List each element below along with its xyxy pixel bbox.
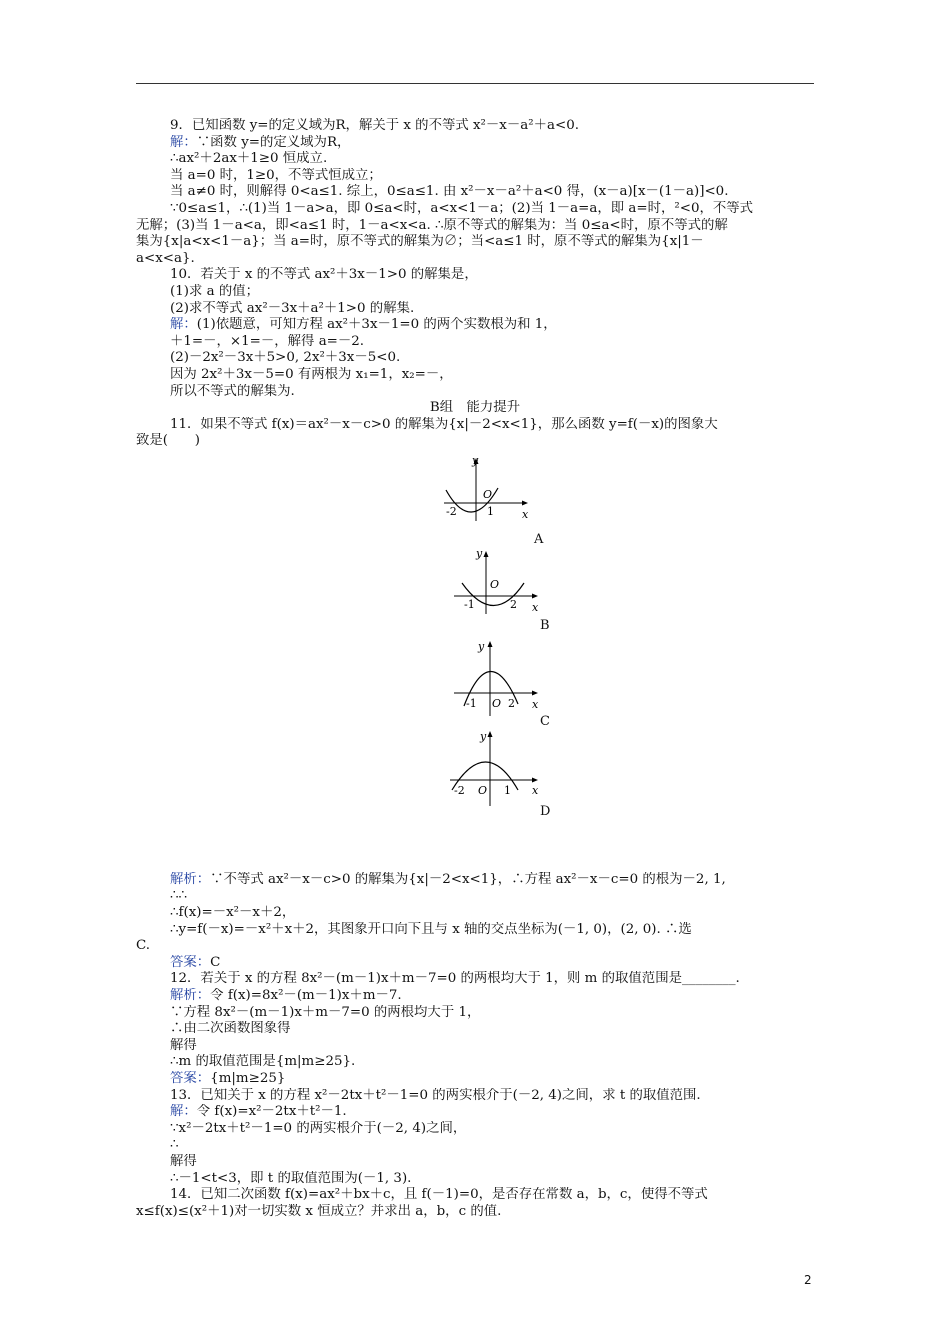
problem-11-answer: 答案：C	[170, 954, 221, 970]
tick-label: -2	[454, 783, 465, 797]
header-rule	[136, 83, 814, 84]
graph-c	[446, 638, 546, 718]
problem-12-analysis-line: 解得	[170, 1037, 197, 1053]
problem-13-solution-line: ∴	[170, 1137, 179, 1153]
section-heading: B组 能力提升	[429, 400, 521, 416]
x-axis-label: x	[532, 783, 539, 797]
tick-label: 2	[508, 696, 515, 710]
analysis-label: 解析：	[170, 988, 211, 1004]
problem-10-part-2: (2)求不等式 ax²－3x＋a²＋1>0 的解集.	[170, 300, 415, 316]
origin-label: O	[492, 696, 502, 710]
problem-10-statement: 10．若关于 x 的不等式 ax²＋3x－1>0 的解集是，	[170, 267, 478, 283]
figure-b	[446, 546, 550, 633]
x-axis-label: x	[532, 600, 539, 614]
problem-11-statement-cont: 致是( )	[136, 433, 201, 449]
choice-label: B	[540, 617, 550, 633]
problem-9-solution-line: ∵0≤a≤1，∴(1)当 1－a>a，即 0≤a<时，a<x<1－a；(2)当 1－a=a，即 a=时，²<0，不等式	[170, 200, 754, 216]
x-axis-label: x	[522, 507, 529, 521]
origin-label: O	[478, 783, 488, 797]
solution-label: 解：	[170, 134, 197, 150]
problem-9-solution-line: a<x<a}.	[136, 250, 195, 266]
problem-9-solution-line: 当 a≠0 时，则解得 0<a≤1. 综上，0≤a≤1. 由 x²－x－a²＋a<0 得，(x－a)[x－(1－a)]<0.	[170, 184, 729, 200]
solution-label: 解：	[170, 1104, 197, 1120]
problem-9-solution-line: ∴ax²＋2ax＋1≥0 恒成立.	[170, 151, 328, 167]
graph-b	[446, 548, 546, 618]
tick-label: 1	[504, 783, 511, 797]
problem-12-analysis-line: ∴由二次函数图象得	[170, 1021, 291, 1037]
problem-10-solution-line: 因为 2x²＋3x－5=0 有两根为 x₁=1，x₂=－，	[170, 366, 453, 382]
problem-11-analysis-line: ∴f(x)=－x²－x＋2，	[170, 905, 296, 921]
problem-12-analysis-line: ∵方程 8x²－(m－1)x＋m－7=0 的两根均大于 1，	[170, 1004, 481, 1020]
origin-label: O	[490, 577, 500, 591]
problem-9-solution-line: 当 a=0 时，1≥0，不等式恒成立；	[170, 167, 382, 183]
problem-9-statement: 9．已知函数 y=的定义域为R，解关于 x 的不等式 x²－x－a²＋a<0.	[170, 118, 579, 133]
analysis-label: 解析：	[170, 871, 211, 887]
answer-label: 答案：	[170, 954, 211, 970]
y-axis-label: y	[478, 639, 485, 653]
figure-d	[446, 728, 551, 819]
problem-13-solution-line: 解：令 f(x)=x²－2tx＋t²－1.	[170, 1104, 347, 1120]
problem-12-analysis-line: 解析：令 f(x)=8x²－(m－1)x＋m－7.	[170, 988, 402, 1004]
page-number: 2	[804, 1273, 812, 1287]
problem-13-statement: 13．已知关于 x 的方程 x²－2tx＋t²－1=0 的两实根介于(－2, 4)之间，求 t 的取值范围.	[170, 1087, 701, 1103]
choice-label: A	[534, 531, 544, 547]
problem-13-solution-line: ∴－1<t<3，即 t 的取值范围为(－1, 3).	[170, 1170, 412, 1186]
problem-11-analysis-line: 解析：∵不等式 ax²－x－c>0 的解集为{x|－2<x<1}，∴方程 ax²－x－c=0 的根为－2, 1,	[170, 871, 726, 887]
problem-13-solution-line: ∵x²－2tx＋t²－1=0 的两实根介于(－2, 4)之间，	[170, 1120, 467, 1136]
problem-12-analysis-line: ∴m 的取值范围是{m|m≥25}.	[170, 1054, 356, 1070]
y-axis-label: y	[472, 453, 479, 467]
figure-a	[436, 453, 544, 547]
problem-10-solution-line: 所以不等式的解集为.	[170, 383, 295, 399]
tick-label: 1	[487, 504, 494, 518]
tick-label: -1	[466, 696, 477, 710]
problem-12-answer: 答案：{m|m≥25}	[170, 1071, 286, 1086]
y-axis-label: y	[480, 729, 487, 743]
graph-a	[436, 455, 536, 525]
graph-d	[446, 728, 546, 808]
y-axis-label: y	[476, 546, 483, 560]
figure-c	[446, 638, 550, 729]
problem-9-solution-line: 解：∵函数 y=的定义域为R，	[170, 134, 351, 150]
x-axis-label: x	[532, 697, 539, 711]
tick-label: -1	[464, 597, 475, 611]
problem-11-analysis-line: ∴∴	[170, 888, 188, 904]
page-content	[136, 118, 814, 1220]
problem-10-solution-line: (2)－2x²－3x＋5>0, 2x²＋3x－5<0.	[170, 350, 401, 366]
problem-9-solution-line: 集为{x|a<x<1－a}；当 a=时，原不等式的解集为∅；当<a≤1 时，原不等式的解集为{x|1－	[136, 234, 704, 250]
problem-13-solution-line: 解得	[170, 1153, 197, 1169]
problem-14-statement: 14．已知二次函数 f(x)=ax²＋bx＋c，且 f(－1)=0，是否存在常数 a，b，c，使得不等式	[170, 1187, 708, 1203]
problem-14-statement-cont: x≤f(x)≤(x²＋1)对一切实数 x 恒成立？并求出 a，b，c 的值.	[136, 1203, 502, 1219]
problem-10-solution-line: ＋1=－，×1=－，解得 a=－2.	[170, 333, 365, 349]
tick-label: 2	[510, 597, 517, 611]
problem-9-solution-line: 无解；(3)当 1－a<a，即<a≤1 时，1－a<x<a. ∴原不等式的解集为：当 0≤a<时，原不等式的解	[136, 217, 728, 233]
answer-label: 答案：	[170, 1071, 211, 1086]
choice-label: D	[540, 803, 551, 819]
problem-10-solution-line: 解：(1)依题意，可知方程 ax²＋3x－1=0 的两个实数根为和 1，	[170, 317, 557, 333]
problem-11-statement: 11．如果不等式 f(x)＝ax²－x－c>0 的解集为{x|－2<x<1}，那么函数 y=f(－x)的图象大	[170, 416, 718, 432]
tick-label: -2	[446, 504, 457, 518]
problem-12-statement: 12．若关于 x 的方程 8x²－(m－1)x＋m－7=0 的两根均大于 1，则 m 的取值范围是________.	[170, 971, 740, 987]
solution-label: 解：	[170, 317, 197, 333]
problem-11-analysis-line: ∴y=f(－x)=－x²＋x＋2，其图象开口向下且与 x 轴的交点坐标为(－1, 0)，(2, 0). ∴选	[170, 921, 692, 937]
origin-label: O	[483, 487, 493, 501]
answer-choice-figures	[136, 450, 814, 840]
problem-10-part-1: (1)求 a 的值；	[170, 283, 260, 299]
choice-label: C	[540, 713, 550, 729]
problem-11-analysis-line: C.	[136, 938, 151, 954]
